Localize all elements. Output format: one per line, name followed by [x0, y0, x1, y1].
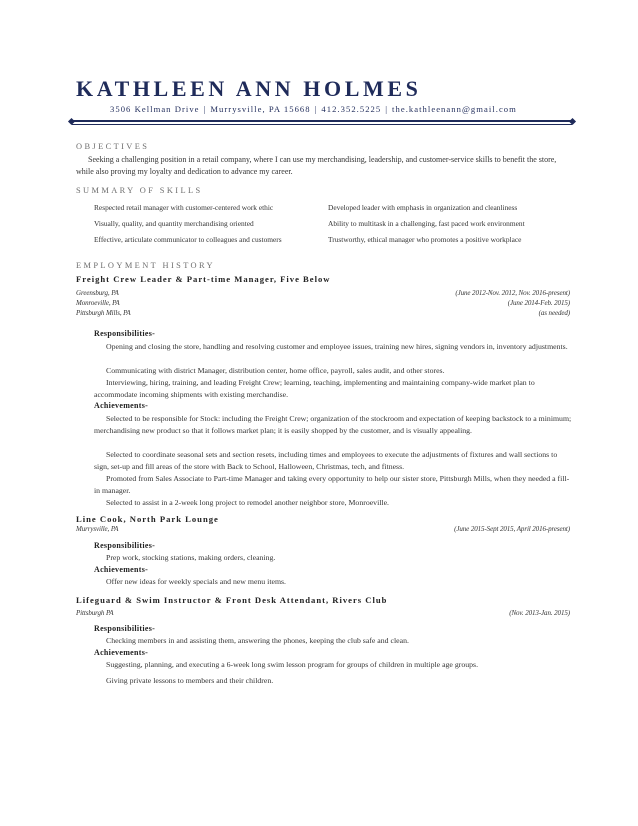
separator: |	[385, 104, 389, 114]
header-rule-thick	[72, 120, 572, 122]
job-dates: (June 2014-Feb. 2015)	[507, 299, 570, 307]
responsibilities-text: Checking members in and assisting them, answering the phones, keeping the club safe and clean.	[106, 636, 409, 645]
job-dates: (June 2012-Nov. 2012, Nov. 2016-present)	[455, 289, 570, 297]
achievements-label: Achievements-	[94, 565, 149, 574]
city: Murrysville, PA 15668	[210, 104, 311, 114]
achievements-label: Achievements-	[94, 401, 149, 410]
responsibilities-label: Responsibilities-	[94, 624, 156, 633]
email[interactable]: the.kathleenann@gmail.com	[392, 104, 517, 114]
achievements-text: Suggesting, planning, and executing a 6-week long swim lesson program for groups of children in multiple age groups.	[106, 660, 479, 669]
job-location: Monroeville, PA	[76, 299, 120, 307]
skill-item: Developed leader with emphasis in organization and cleanliness	[328, 203, 518, 212]
address: 3506 Kellman Drive	[110, 104, 200, 114]
achievements-text: Offer new ideas for weekly specials and new menu items.	[106, 577, 286, 586]
separator: |	[314, 104, 318, 114]
skill-item: Respected retail manager with customer-centered work ethic	[94, 203, 274, 212]
job-dates: (as needed)	[538, 309, 570, 317]
job-title: Line Cook, North Park Lounge	[76, 514, 219, 524]
achievements-text: Giving private lessons to members and their children.	[106, 676, 274, 685]
achievements-text: Promoted from Sales Associate to Part-time Manager and taking every opportunity to help our sister store, Pittsburgh Mills, when they needed a fill-in manager.	[94, 474, 570, 496]
job-location: Pittsburgh Mills, PA	[76, 309, 131, 317]
contact-line	[110, 104, 517, 114]
job-dates: (June 2015-Sept 2015, April 2016-present)	[454, 525, 570, 533]
skills-heading: SUMMARY OF SKILLS	[76, 186, 203, 195]
job-location: Pittsburgh PA	[76, 609, 114, 617]
job-location: Greensburg, PA	[76, 289, 119, 297]
objectives-heading: OBJECTIVES	[76, 142, 150, 151]
objectives-text: Seeking a challenging position in a retail company, where I can use my merchandising, leadership, and customer-service skills to benefit the store, while also proving my loyalty and dedication to advance my career.	[76, 155, 557, 176]
skill-item: Visually, quality, and quantity merchandising oriented	[94, 219, 254, 228]
responsibilities-text: Communicating with district Manager, distribution center, home office, payroll, sales audit, and other stores.	[106, 366, 445, 375]
job-dates: (Nov. 2013-Jan. 2015)	[509, 609, 570, 617]
separator: |	[203, 104, 207, 114]
header-rule-thin	[72, 124, 572, 125]
responsibilities-label: Responsibilities-	[94, 329, 156, 338]
job-title: Freight Crew Leader & Part-time Manager, Five Below	[76, 274, 331, 284]
skill-item: Ability to multitask in a challenging, fast paced work environment	[328, 219, 525, 228]
achievements-label: Achievements-	[94, 648, 149, 657]
skill-item: Effective, articulate communicator to colleagues and customers	[94, 235, 282, 244]
candidate-name: KATHLEEN ANN HOLMES	[76, 76, 422, 101]
achievements-text: Selected to assist in a 2-week long project to remodel another neighbor store, Monroeville.	[106, 498, 389, 507]
achievements-text: Selected to coordinate seasonal sets and section resets, including times and employees to execute the adjustments of fixtures and wall sections to sign, set-up and fill areas of the store with Back to School, Halloween, Christmas, tech, and fitness.	[94, 450, 558, 472]
employment-heading: EMPLOYMENT HISTORY	[76, 261, 215, 270]
responsibilities-text: Prep work, stocking stations, making orders, cleaning.	[106, 553, 276, 562]
job-location: Murrysville, PA	[76, 525, 119, 533]
phone: 412.352.5225	[321, 104, 382, 114]
achievements-text: Selected to be responsible for Stock: including the Freight Crew; organization of the stockroom and expectation of keeping backstock to a minimum; merchandising new product so that it follows market plan; it is easily shopped by the customer, and is visually appealing.	[94, 414, 572, 436]
job-title: Lifeguard & Swim Instructor & Front Desk Attendant, Rivers Club	[76, 595, 388, 605]
skill-item: Trustworthy, ethical manager who promotes a positive workplace	[328, 235, 522, 244]
responsibilities-text: Interviewing, hiring, training, and leading Freight Crew; learning, teaching, implementing and maintaining company-wide market plan to accommodate incoming shipments with existing merchandise.	[94, 378, 535, 400]
responsibilities-text: Opening and closing the store, handling and resolving customer and employee issues, training new hires, signing vendors in, inventory adjustments.	[106, 342, 568, 351]
responsibilities-label: Responsibilities-	[94, 541, 156, 550]
